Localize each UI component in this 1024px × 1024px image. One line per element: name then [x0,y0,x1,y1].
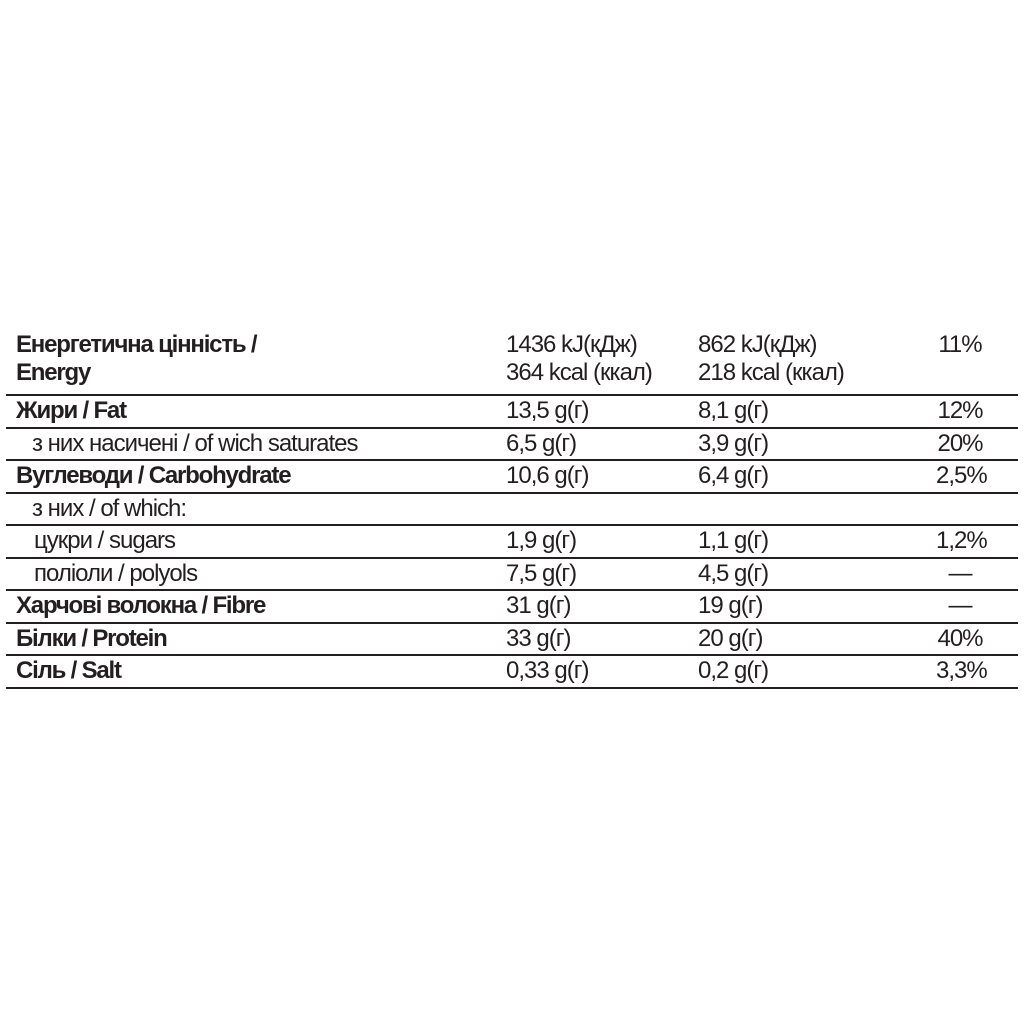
nutrient-name [16,331,256,387]
per-100g-value: 13,5 g(г) [506,397,589,424]
reference-intake-value: 40% [937,624,983,652]
per-serving-line1: 862 kJ(кДж) [698,331,817,358]
table-row-carbohydrate [6,461,1018,494]
per-100g-line1: 1436 kJ(кДж) [506,331,637,358]
per-100g-line2: 364 kcal (ккал) [506,359,652,386]
per-100g-value: 33 g(г) [506,624,571,652]
per-serving-value: 6,4 g(г) [698,462,769,489]
per-serving-value: 4,5 g(г) [698,559,769,587]
nutrient-name-line2: Energy [16,359,91,386]
per-100g-value: 0,33 g(г) [506,657,589,684]
nutrient-name: з них / of which: [32,494,187,522]
per-serving-value: 0,2 g(г) [698,657,769,684]
nutrient-name: Жири / Fat [16,397,126,424]
table-row-fibre [6,591,1018,624]
nutrient-name: Вуглеводи / Carbohydrate [16,462,291,489]
per-serving-line2: 218 kcal (ккал) [698,359,844,386]
reference-intake-value: 12% [937,397,983,424]
table-row-saturates [6,429,1018,462]
table-row-protein [6,624,1018,657]
nutrient-name-line1: Енергетична цінність / [16,331,257,358]
per-serving-value [698,331,844,387]
nutrient-name: Харчові волокна / Fibre [16,592,266,619]
table-row-energy [6,330,1018,396]
table-row-fat [6,396,1018,429]
table-row-polyols [6,559,1018,592]
per-100g-value: 6,5 g(г) [506,429,577,457]
reference-intake-value: 2,5% [936,462,987,489]
per-100g-value: 1,9 g(г) [506,527,577,554]
reference-intake-value: — [948,592,972,619]
per-serving-value: 1,1 g(г) [698,527,769,554]
nutrient-name: цукри / sugars [34,527,176,554]
per-serving-value: 3,9 g(г) [698,429,769,457]
per-serving-value: 19 g(г) [698,592,763,619]
reference-intake-value: 20% [937,429,983,457]
nutrient-name: поліоли / polyols [34,559,198,587]
nutrient-name: Сіль / Salt [16,657,121,684]
per-100g-value [506,331,652,387]
table-row-sugars [6,526,1018,559]
reference-intake-value: 3,3% [936,657,987,684]
table-row-salt [6,656,1018,689]
per-serving-value: 20 g(г) [698,624,763,652]
nutrient-name: з них насичені / of wich saturates [32,429,358,457]
nutrient-name: Білки / Protein [16,624,167,652]
reference-intake-value: — [948,559,972,587]
nutrition-table [6,330,1018,689]
table-row-of-which [6,494,1018,527]
per-100g-value: 31 g(г) [506,592,571,619]
per-serving-value: 8,1 g(г) [698,397,769,424]
reference-intake-value: 1,2% [936,527,987,554]
per-100g-value: 10,6 g(г) [506,462,589,489]
reference-intake-value: 11% [938,331,982,358]
per-100g-value: 7,5 g(г) [506,559,577,587]
